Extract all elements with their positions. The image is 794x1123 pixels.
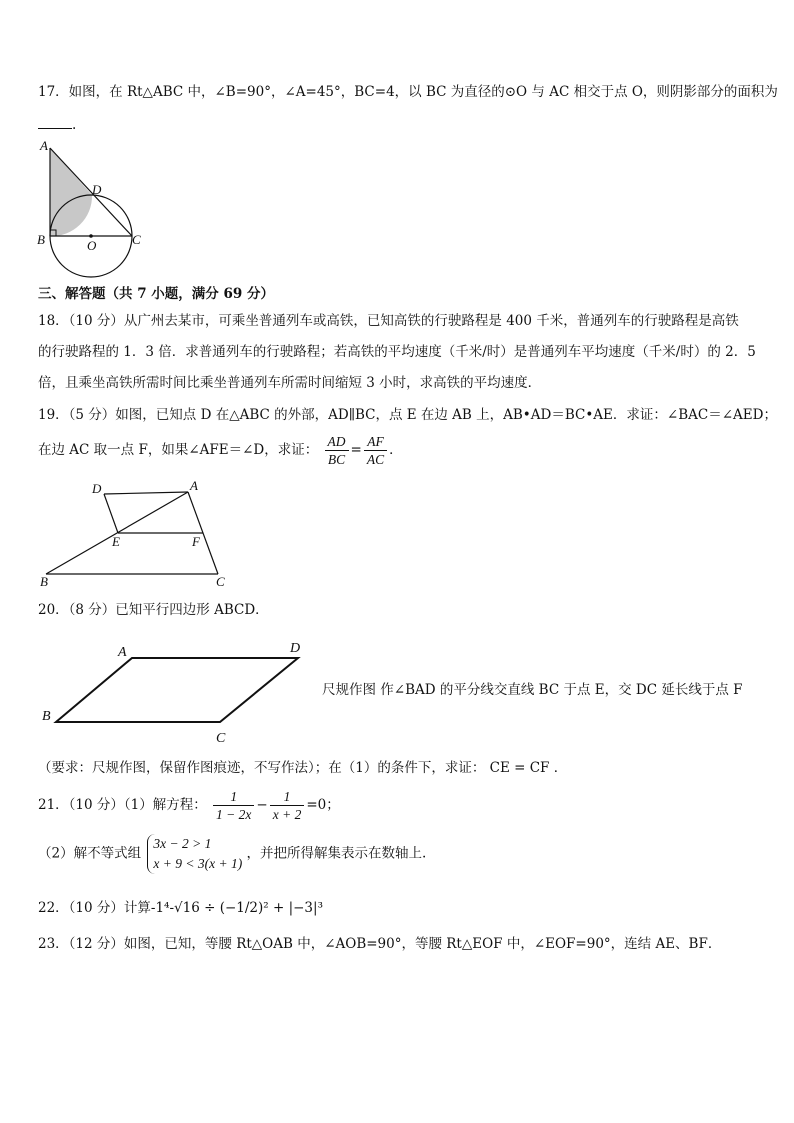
frac-den: BC	[327, 452, 346, 467]
fraction-1-over-x-2	[270, 788, 305, 823]
q19-line2	[38, 433, 403, 468]
label-c: C	[216, 731, 226, 746]
q23-line: 23．（12 分）如图，已知，等腰 Rt△OAB 中，∠AOB=90°，等腰 Rt△EOF 中，∠EOF=90°，连结 AE、BF．	[38, 936, 722, 952]
label-o: O	[87, 238, 97, 253]
label-c: C	[132, 232, 141, 247]
frac-num: 1	[213, 788, 254, 806]
fraction-ad-bc	[325, 433, 349, 468]
segment-da	[104, 492, 188, 494]
q19-line1: 19．（5 分）如图，已知点 D 在△ABC 的外部，AD∥BC，点 E 在边 AB 上，AB•AD＝BC•AE．求证：∠BAC＝∠AED；	[38, 407, 777, 423]
q19-line2-end: ．	[389, 442, 403, 458]
label-d: D	[290, 641, 301, 656]
q19-line2-text: 在边 AC 取一点 F，如果∠AFE＝∠D，求证：	[38, 442, 319, 458]
label-e: E	[112, 534, 120, 549]
label-b: B	[37, 232, 45, 247]
label-a: A	[40, 138, 48, 153]
inequality-1: 3x − 2 > 1	[153, 836, 212, 851]
q17-line2-end: .	[72, 117, 77, 133]
parallelogram-abcd	[56, 658, 298, 722]
q22-line: 22．（10 分）计算-1⁴-√16 ÷ (−1/2)² + |−3|³	[38, 900, 323, 916]
q20-figure	[36, 636, 316, 746]
q20-line2: （要求：尺规作图，保留作图痕迹，不写作法）；在（1）的条件下，求证： CE = CF ．	[38, 760, 568, 776]
q18-line3: 倍，且乘坐高铁所需时间比乘坐普通列车所需时间缩短 3 小时，求高铁的平均速度．	[38, 375, 542, 391]
label-b: B	[40, 574, 48, 588]
label-b: B	[42, 709, 51, 724]
frac-num: AD	[325, 433, 349, 451]
q21-part2-pre: （2）解不等式组	[38, 845, 142, 862]
minus-sign: −	[256, 797, 268, 813]
q17-line2	[38, 114, 76, 135]
shaded-region	[50, 148, 92, 236]
q19-figure	[36, 478, 236, 588]
answer-blank	[38, 114, 72, 129]
fraction-af-ac	[364, 433, 387, 468]
q21-line2	[38, 834, 426, 874]
frac-num: 1	[270, 788, 305, 806]
label-c: C	[216, 574, 225, 588]
segment-de	[104, 494, 118, 533]
q21-part2-end: ，并把所得解集表示在数轴上.	[246, 845, 427, 862]
frac-den: AC	[366, 452, 385, 467]
label-d: D	[92, 481, 102, 496]
q20-line1: 20．（8 分）已知平行四边形 ABCD．	[38, 602, 269, 618]
q17-line1: 17．如图，在 Rt△ABC 中，∠B=90°，∠A=45°，BC=4，以 BC 为直径的⊙O 与 AC 相交于点 O，则阴影部分的面积为	[38, 84, 778, 100]
q18-line1: 18．（10 分）从广州去某市，可乘坐普通列车或高铁，已知高铁的行驶路程是 400 千米，普通列车的行驶路程是高铁	[38, 313, 739, 329]
q18-line2: 的行驶路程的 1．3 倍．求普通列车的行驶路程；若高铁的平均速度（千米/时）是普通列车平均速度（千米/时）的 2．5	[38, 344, 756, 360]
q20-side-text: 尺规作图 作∠BAD 的平分线交直线 BC 于点 E，交 DC 延长线于点 F	[322, 682, 743, 698]
frac-den: x + 2	[272, 807, 302, 822]
inequality-2: x + 9 < 3(x + 1)	[153, 856, 243, 871]
fraction-1-over-1-2x	[213, 788, 254, 823]
inequality-system	[147, 834, 242, 874]
frac-den: 1 − 2x	[216, 807, 252, 822]
q17-figure	[34, 138, 154, 282]
equals-sign: =	[350, 442, 362, 458]
label-d: D	[92, 182, 102, 197]
section-heading: 三、解答题（共 7 小题，满分 69 分）	[38, 286, 274, 302]
q21-line1	[38, 788, 340, 823]
label-a: A	[118, 645, 127, 660]
q21-pre: 21．（10 分）（1）解方程：	[38, 797, 207, 813]
q21-end: =0；	[306, 797, 340, 813]
frac-num: AF	[364, 433, 387, 451]
label-f: F	[192, 534, 200, 549]
label-a: A	[190, 478, 198, 493]
